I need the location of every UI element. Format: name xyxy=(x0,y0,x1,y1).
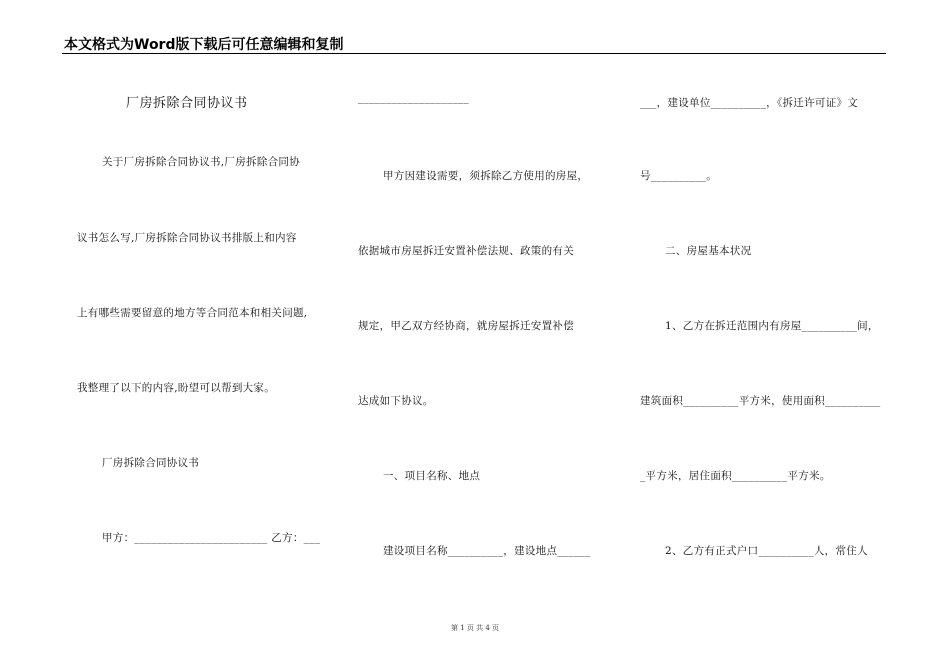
paragraph-line: 达成如下协议。 xyxy=(358,395,434,407)
paragraph-line: 号__________。 xyxy=(640,170,718,182)
paragraph-line: 2、乙方有正式户口__________人，常住人 xyxy=(665,545,868,557)
section-heading: 二、房屋基本状况 xyxy=(665,245,752,257)
document-title: 厂房拆除合同协议书 xyxy=(126,96,248,111)
paragraph-line: 议书怎么写,厂房拆除合同协议书排版上和内容 xyxy=(77,232,297,244)
paragraph-line: ___，建设单位__________，《拆迁许可证》文 xyxy=(640,97,859,109)
header-rule xyxy=(62,53,886,54)
blank-line: ____________________ xyxy=(358,92,469,104)
paragraph-line: _平方米，居住面积__________平方米。 xyxy=(640,470,831,482)
paragraph-line: 1、乙方在拆迁范围内有房屋__________间， xyxy=(665,320,879,332)
paragraph-line: 上有哪些需要留意的地方等合同范本和相关问题, xyxy=(77,307,308,319)
header-text: 本文格式为Word版下载后可任意编辑和复制 xyxy=(64,37,344,53)
paragraph-line: 甲方因建设需要，须拆除乙方使用的房屋， xyxy=(383,170,589,182)
section-heading: 一、项目名称、地点 xyxy=(383,470,481,482)
page-number: 第 1 页 共 4 页 xyxy=(450,624,500,632)
party-line: 甲方：________________________ 乙方：___ xyxy=(102,532,321,544)
paragraph-line: 我整理了以下的内容,盼望可以帮到大家。 xyxy=(77,382,276,394)
paragraph-line: 关于厂房拆除合同协议书,厂房拆除合同协 xyxy=(102,156,301,168)
paragraph-line: 规定，甲乙双方经协商，就房屋拆迁安置补偿 xyxy=(358,320,574,332)
section-heading: 厂房拆除合同协议书 xyxy=(102,457,200,469)
paragraph-line: 建筑面积__________平方米，使用面积__________ xyxy=(640,395,881,407)
paragraph-line: 建设项目名称__________，建设地点______ xyxy=(383,545,591,557)
paragraph-line: 依据城市房屋拆迁安置补偿法规、政策的有关 xyxy=(358,245,574,257)
